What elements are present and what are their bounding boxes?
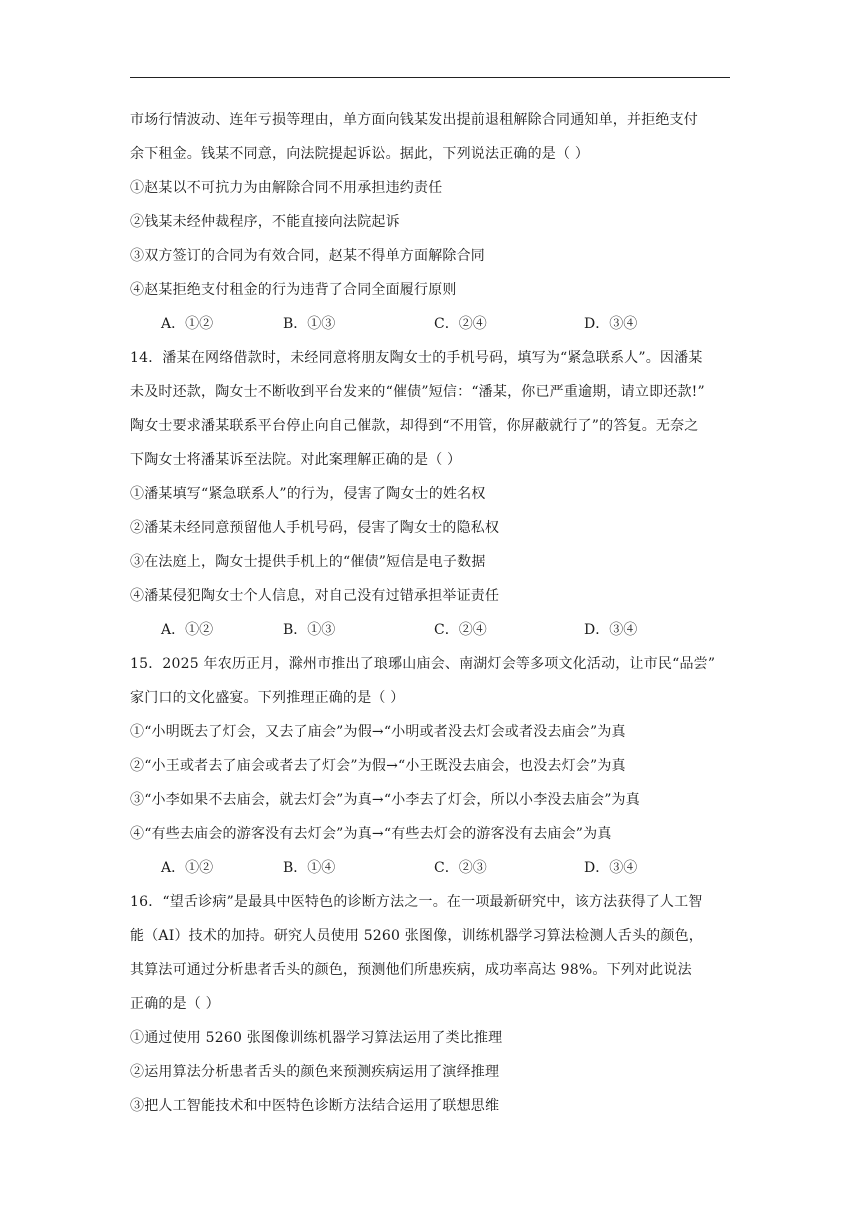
q13-statement-4: ④赵某拒绝支付租金的行为违背了合同全面履行原则 — [130, 282, 457, 298]
q16-stem-line: 16．“望舌诊病”是最具中医特色的诊断方法之一。在一项最新研究中，该方法获得了人工智 — [130, 894, 703, 910]
q15-statement-1: ①“小明既去了灯会，又去了庙会”为假→“小明或者没去灯会或者没去庙会”为真 — [130, 724, 626, 740]
question-15 — [130, 647, 730, 885]
q16-stem-line: 能（AI）技术的加持。研究人员使用 5260 张图像，训练机器学习算法检测人舌头的颜色， — [130, 928, 703, 944]
q15-statement-2: ②“小王或者去了庙会或者去了灯会”为假→“小王既没去庙会，也没去灯会”为真 — [130, 758, 626, 774]
q14-statement-3: ③在法庭上，陶女士提供手机上的“催债”短信是电子数据 — [130, 554, 486, 570]
q16-stem-line: 其算法可通过分析患者舌头的颜色，预测他们所患疾病，成功率高达 98%。下列对此说法 — [130, 962, 692, 978]
q13-option-b: B．①③ — [283, 316, 336, 332]
q14-statement-1: ①潘某填写“紧急联系人”的行为，侵害了陶女士的姓名权 — [130, 486, 486, 502]
q15-option-c: C．②③ — [434, 860, 487, 876]
question-14 — [130, 341, 730, 647]
question-16 — [130, 885, 730, 1123]
q14-statement-2: ②潘某未经同意预留他人手机号码，侵害了陶女士的隐私权 — [130, 520, 500, 536]
q13-option-c: C．②④ — [434, 316, 487, 332]
q15-statement-4: ④“有些去庙会的游客没有去灯会”为真→“有些去灯会的游客没有去庙会”为真 — [130, 826, 612, 842]
q16-statement-2: ②运用算法分析患者舌头的颜色来预测疾病运用了演绎推理 — [130, 1064, 500, 1080]
q14-options — [130, 613, 730, 647]
q13-stem-line: 余下租金。钱某不同意，向法院提起诉讼。据此，下列说法正确的是（ ） — [130, 146, 590, 162]
q13-statement-2: ②钱某未经仲裁程序，不能直接向法院起诉 — [130, 214, 400, 230]
question-13 — [130, 103, 730, 341]
q15-option-d: D．③④ — [584, 860, 638, 876]
q16-stem-line: 正确的是（ ） — [130, 996, 220, 1012]
q14-statement-4: ④潘某侵犯陶女士个人信息，对自己没有过错承担举证责任 — [130, 588, 500, 604]
q13-option-a: A．①② — [161, 316, 214, 332]
q14-stem-line: 14．潘某在网络借款时，未经同意将朋友陶女士的手机号码，填写为“紧急联系人”。因潘某 — [130, 350, 703, 366]
q14-option-c: C．②④ — [434, 622, 487, 638]
q14-option-b: B．①③ — [283, 622, 336, 638]
q14-stem-line: 陶女士要求潘某联系平台停止向自己催款，却得到“不用管，你屏蔽就行了”的答复。无奈之 — [130, 418, 699, 434]
q15-option-a: A．①② — [161, 860, 214, 876]
q15-stem-line: 15．2025 年农历正月，滁州市推出了琅琊山庙会、南湖灯会等多项文化活动，让市民“品尝” — [130, 656, 716, 672]
q15-options — [130, 851, 730, 885]
q16-statement-3: ③把人工智能技术和中医特色诊断方法结合运用了联想思维 — [130, 1098, 500, 1114]
header-rule — [130, 77, 730, 78]
q15-stem-line: 家门口的文化盛宴。下列推理正确的是（ ） — [130, 690, 405, 706]
q13-options — [130, 307, 730, 341]
q14-option-a: A．①② — [161, 622, 214, 638]
q13-statement-1: ①赵某以不可抗力为由解除合同不用承担违约责任 — [130, 180, 443, 196]
q14-stem-line: 下陶女士将潘某诉至法院。对此案理解正确的是（ ） — [130, 452, 462, 468]
q13-stem-line: 市场行情波动、连年亏损等理由，单方面向钱某发出提前退租解除合同通知单，并拒绝支付 — [130, 112, 698, 128]
q14-option-d: D．③④ — [584, 622, 638, 638]
q16-statement-1: ①通过使用 5260 张图像训练机器学习算法运用了类比推理 — [130, 1030, 503, 1046]
q15-statement-3: ③“小李如果不去庙会，就去灯会”为真→“小李去了灯会，所以小李没去庙会”为真 — [130, 792, 640, 808]
q13-option-d: D．③④ — [584, 316, 638, 332]
question-content — [130, 103, 730, 1123]
q15-option-b: B．①④ — [283, 860, 336, 876]
q14-stem-line: 未及时还款，陶女士不断收到平台发来的“催债”短信：“潘某，你已严重逾期，请立即还款!” — [130, 384, 705, 400]
q13-statement-3: ③双方签订的合同为有效合同，赵某不得单方面解除合同 — [130, 248, 485, 264]
